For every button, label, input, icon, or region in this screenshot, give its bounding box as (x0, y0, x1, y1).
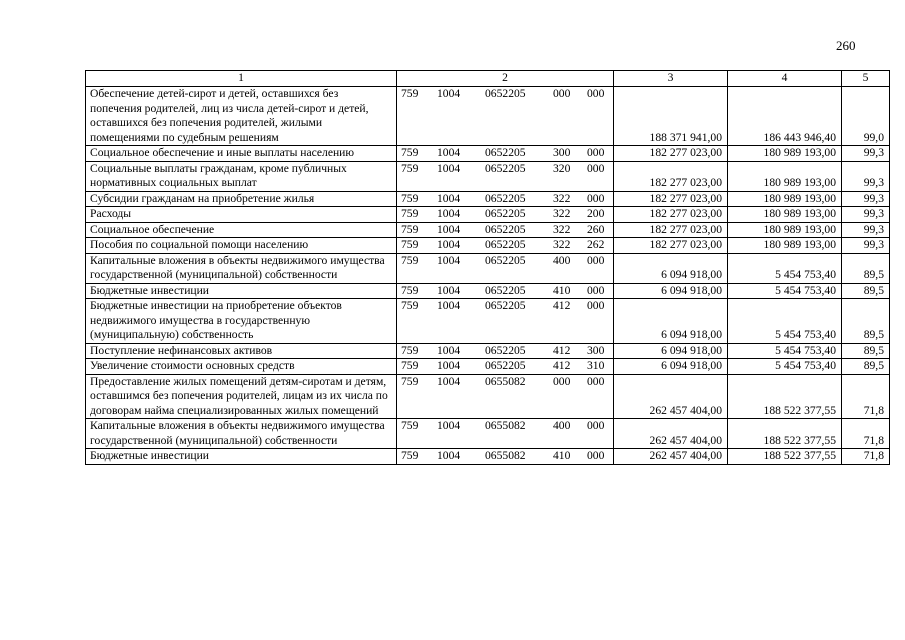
execution-percent: 89,5 (842, 299, 890, 344)
target-article-code: 0652205 (485, 87, 526, 100)
header-cell-1: 1 (86, 71, 397, 87)
ministry-code: 759 (401, 161, 419, 175)
execution-percent: 89,5 (842, 283, 890, 299)
ministry-code: 759 (401, 299, 419, 312)
section-code: 1004 (437, 419, 461, 432)
approved-amount: 182 277 023,00 (614, 146, 728, 162)
table-row (86, 87, 890, 146)
expense-type-code: 320 (553, 161, 571, 175)
target-article-code: 0655082 (485, 374, 526, 388)
executed-amount: 180 989 193,00 (728, 207, 842, 223)
section-code: 1004 (437, 207, 461, 220)
approved-amount: 182 277 023,00 (614, 161, 728, 191)
kosgu-code: 000 (587, 419, 605, 432)
expense-type-code: 322 (553, 238, 571, 251)
execution-percent: 99,0 (842, 87, 890, 146)
execution-percent: 89,5 (842, 343, 890, 359)
kosgu-code: 000 (587, 299, 605, 312)
executed-amount: 5 454 753,40 (728, 343, 842, 359)
budget-classification-codes (397, 283, 614, 299)
execution-percent: 99,3 (842, 191, 890, 207)
section-code: 1004 (437, 191, 461, 205)
budget-classification-codes (397, 222, 614, 238)
execution-percent: 89,5 (842, 253, 890, 283)
row-name: Пособия по социальной помощи населению (86, 238, 397, 254)
budget-classification-codes (397, 359, 614, 375)
target-article-code: 0652205 (485, 161, 526, 175)
table-row (86, 238, 890, 254)
row-name: Капитальные вложения в объекты недвижимого имущества государственной (муниципальной) собственности (86, 253, 397, 283)
table-row (86, 191, 890, 207)
executed-amount: 180 989 193,00 (728, 238, 842, 254)
expense-type-code: 000 (553, 374, 571, 388)
approved-amount: 262 457 404,00 (614, 374, 728, 419)
expense-type-code: 412 (553, 299, 571, 312)
header-cell-4: 4 (728, 71, 842, 87)
kosgu-code: 000 (587, 191, 605, 205)
ministry-code: 759 (401, 87, 419, 100)
executed-amount: 188 522 377,55 (728, 419, 842, 449)
table-row (86, 343, 890, 359)
section-code: 1004 (437, 449, 461, 462)
executed-amount: 180 989 193,00 (728, 222, 842, 238)
section-code: 1004 (437, 374, 461, 388)
target-article-code: 0655082 (485, 449, 526, 462)
kosgu-code: 200 (587, 207, 605, 220)
approved-amount: 182 277 023,00 (614, 238, 728, 254)
kosgu-code: 000 (587, 161, 605, 175)
budget-table (85, 70, 890, 465)
header-row (86, 71, 890, 87)
approved-amount: 182 277 023,00 (614, 222, 728, 238)
row-name: Поступление нефинансовых активов (86, 343, 397, 359)
approved-amount: 6 094 918,00 (614, 343, 728, 359)
row-name: Капитальные вложения в объекты недвижимого имущества государственной (муниципальной) собственности (86, 419, 397, 449)
budget-classification-codes (397, 343, 614, 359)
expense-type-code: 300 (553, 146, 571, 159)
page-number: 260 (836, 38, 856, 53)
budget-classification-codes (397, 238, 614, 254)
kosgu-code: 000 (587, 87, 605, 100)
target-article-code: 0652205 (485, 343, 526, 357)
table-row (86, 222, 890, 238)
section-code: 1004 (437, 161, 461, 175)
budget-classification-codes (397, 299, 614, 344)
target-article-code: 0655082 (485, 419, 526, 432)
execution-percent: 89,5 (842, 359, 890, 375)
kosgu-code: 300 (587, 343, 605, 357)
target-article-code: 0652205 (485, 238, 526, 251)
section-code: 1004 (437, 146, 461, 159)
executed-amount: 5 454 753,40 (728, 283, 842, 299)
row-name: Предоставление жилых помещений детям-сиротам и детям, оставшимся без попечения родителей, лицам из их числа по договорам найма специализированных жилых помещений (86, 374, 397, 419)
section-code: 1004 (437, 299, 461, 312)
approved-amount: 6 094 918,00 (614, 283, 728, 299)
table-row (86, 253, 890, 283)
row-name: Увеличение стоимости основных средств (86, 359, 397, 375)
section-code: 1004 (437, 359, 461, 372)
executed-amount: 186 443 946,40 (728, 87, 842, 146)
executed-amount: 188 522 377,55 (728, 374, 842, 419)
ministry-code: 759 (401, 374, 419, 388)
row-name: Обеспечение детей-сирот и детей, оставшихся без попечения родителей, лиц из числа детей-сирот и детей, оставшихся без попечения родителей, жилыми помещениями по судебным решениям (86, 87, 397, 146)
row-name: Социальное обеспечение и иные выплаты населению (86, 146, 397, 162)
approved-amount: 6 094 918,00 (614, 359, 728, 375)
executed-amount: 5 454 753,40 (728, 359, 842, 375)
kosgu-code: 310 (587, 359, 605, 372)
execution-percent: 99,3 (842, 238, 890, 254)
target-article-code: 0652205 (485, 359, 526, 372)
section-code: 1004 (437, 222, 461, 236)
executed-amount: 180 989 193,00 (728, 161, 842, 191)
expense-type-code: 322 (553, 191, 571, 205)
target-article-code: 0652205 (485, 253, 526, 267)
target-article-code: 0652205 (485, 146, 526, 159)
ministry-code: 759 (401, 222, 419, 236)
expense-type-code: 412 (553, 343, 571, 357)
approved-amount: 188 371 941,00 (614, 87, 728, 146)
approved-amount: 262 457 404,00 (614, 449, 728, 465)
approved-amount: 6 094 918,00 (614, 299, 728, 344)
expense-type-code: 322 (553, 207, 571, 220)
ministry-code: 759 (401, 283, 419, 297)
expense-type-code: 410 (553, 283, 571, 297)
executed-amount: 180 989 193,00 (728, 146, 842, 162)
kosgu-code: 262 (587, 238, 605, 251)
budget-classification-codes (397, 191, 614, 207)
expense-type-code: 400 (553, 253, 571, 267)
table-row (86, 207, 890, 223)
execution-percent: 99,3 (842, 161, 890, 191)
kosgu-code: 000 (587, 283, 605, 297)
expense-type-code: 412 (553, 359, 571, 372)
budget-classification-codes (397, 87, 614, 146)
ministry-code: 759 (401, 343, 419, 357)
expense-type-code: 000 (553, 87, 571, 100)
execution-percent: 71,8 (842, 374, 890, 419)
budget-classification-codes (397, 449, 614, 465)
kosgu-code: 000 (587, 146, 605, 159)
target-article-code: 0652205 (485, 191, 526, 205)
section-code: 1004 (437, 238, 461, 251)
table-row (86, 161, 890, 191)
budget-classification-codes (397, 161, 614, 191)
section-code: 1004 (437, 343, 461, 357)
ministry-code: 759 (401, 207, 419, 220)
row-name: Расходы (86, 207, 397, 223)
execution-percent: 99,3 (842, 207, 890, 223)
executed-amount: 188 522 377,55 (728, 449, 842, 465)
section-code: 1004 (437, 253, 461, 267)
table-body (86, 87, 890, 465)
table-row (86, 146, 890, 162)
budget-classification-codes (397, 419, 614, 449)
executed-amount: 5 454 753,40 (728, 299, 842, 344)
approved-amount: 182 277 023,00 (614, 191, 728, 207)
budget-classification-codes (397, 253, 614, 283)
row-name: Бюджетные инвестиции на приобретение объектов недвижимого имущества в государственную (муниципальную) собственность (86, 299, 397, 344)
kosgu-code: 000 (587, 374, 605, 388)
section-code: 1004 (437, 283, 461, 297)
approved-amount: 262 457 404,00 (614, 419, 728, 449)
target-article-code: 0652205 (485, 207, 526, 220)
ministry-code: 759 (401, 359, 419, 372)
header-cell-2: 2 (397, 71, 614, 87)
row-name: Социальное обеспечение (86, 222, 397, 238)
ministry-code: 759 (401, 191, 419, 205)
target-article-code: 0652205 (485, 283, 526, 297)
row-name: Субсидии гражданам на приобретение жилья (86, 191, 397, 207)
execution-percent: 71,8 (842, 449, 890, 465)
table-row (86, 419, 890, 449)
ministry-code: 759 (401, 419, 419, 432)
budget-classification-codes (397, 207, 614, 223)
executed-amount: 180 989 193,00 (728, 191, 842, 207)
kosgu-code: 000 (587, 253, 605, 267)
kosgu-code: 000 (587, 449, 605, 462)
table-row (86, 374, 890, 419)
target-article-code: 0652205 (485, 222, 526, 236)
section-code: 1004 (437, 87, 461, 100)
execution-percent: 71,8 (842, 419, 890, 449)
expense-type-code: 322 (553, 222, 571, 236)
row-name: Бюджетные инвестиции (86, 449, 397, 465)
table-row (86, 299, 890, 344)
budget-classification-codes (397, 146, 614, 162)
table-row (86, 283, 890, 299)
expense-type-code: 410 (553, 449, 571, 462)
header-cell-3: 3 (614, 71, 728, 87)
row-name: Бюджетные инвестиции (86, 283, 397, 299)
approved-amount: 182 277 023,00 (614, 207, 728, 223)
table-row (86, 449, 890, 465)
table-row (86, 359, 890, 375)
target-article-code: 0652205 (485, 299, 526, 312)
row-name: Социальные выплаты гражданам, кроме публичных нормативных социальных выплат (86, 161, 397, 191)
ministry-code: 759 (401, 253, 419, 267)
ministry-code: 759 (401, 238, 419, 251)
budget-classification-codes (397, 374, 614, 419)
execution-percent: 99,3 (842, 222, 890, 238)
executed-amount: 5 454 753,40 (728, 253, 842, 283)
ministry-code: 759 (401, 449, 419, 462)
approved-amount: 6 094 918,00 (614, 253, 728, 283)
ministry-code: 759 (401, 146, 419, 159)
execution-percent: 99,3 (842, 146, 890, 162)
expense-type-code: 400 (553, 419, 571, 432)
kosgu-code: 260 (587, 222, 605, 236)
header-cell-5: 5 (842, 71, 890, 87)
